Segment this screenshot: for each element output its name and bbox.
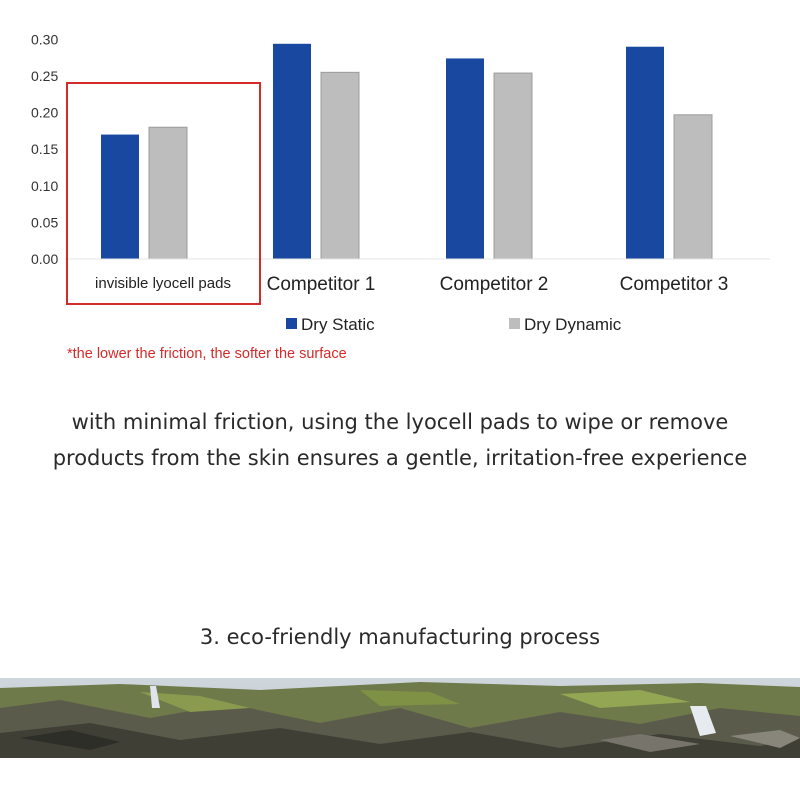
friction-bar-chart	[0, 0, 800, 370]
body-caption	[0, 404, 800, 476]
legend-label-dry-static: Dry Static	[301, 315, 375, 334]
y-tick-label: 0.15	[31, 141, 59, 158]
section-heading: 3. eco-friendly manufacturing process	[199, 625, 601, 649]
bar-dry-static-competitor-2	[446, 58, 484, 259]
y-tick-label: 0.10	[31, 177, 59, 194]
bar-dry-static-competitor-3	[626, 47, 664, 259]
bar-dry-dynamic-competitor-2	[494, 73, 532, 259]
caption-line-2: products from the skin ensures a gentle, irritation-free experience	[52, 446, 748, 470]
y-tick-label: 0.30	[31, 31, 59, 48]
bar-dry-dynamic-invisible-lyocell-pads	[149, 127, 187, 259]
bar-dry-static-invisible-lyocell-pads	[101, 135, 139, 259]
y-tick-label: 0.05	[31, 214, 59, 231]
category-label-invisible-lyocell-pads: invisible lyocell pads	[95, 275, 231, 292]
y-axis	[31, 31, 58, 267]
legend-swatch-dry-static	[286, 318, 297, 329]
legend	[286, 315, 622, 334]
legend-label-dry-dynamic: Dry Dynamic	[524, 315, 622, 334]
bar-dry-dynamic-competitor-3	[674, 115, 712, 259]
bars	[101, 44, 712, 259]
category-label-competitor-3: Competitor 3	[619, 274, 729, 295]
footnote: *the lower the friction, the softer the surface	[67, 346, 347, 362]
x-axis-labels	[95, 274, 728, 295]
y-tick-label: 0.00	[31, 251, 59, 267]
landscape-photo	[0, 678, 800, 758]
y-tick-label: 0.25	[31, 68, 59, 84]
caption-line-1: with minimal friction, using the lyocell pads to wipe or remove	[71, 410, 729, 434]
y-tick-label: 0.20	[31, 104, 59, 121]
legend-swatch-dry-dynamic	[509, 318, 520, 329]
bar-dry-static-competitor-1	[273, 44, 311, 259]
category-label-competitor-2: Competitor 2	[439, 274, 549, 295]
bar-dry-dynamic-competitor-1	[321, 72, 359, 259]
category-label-competitor-1: Competitor 1	[266, 274, 376, 295]
